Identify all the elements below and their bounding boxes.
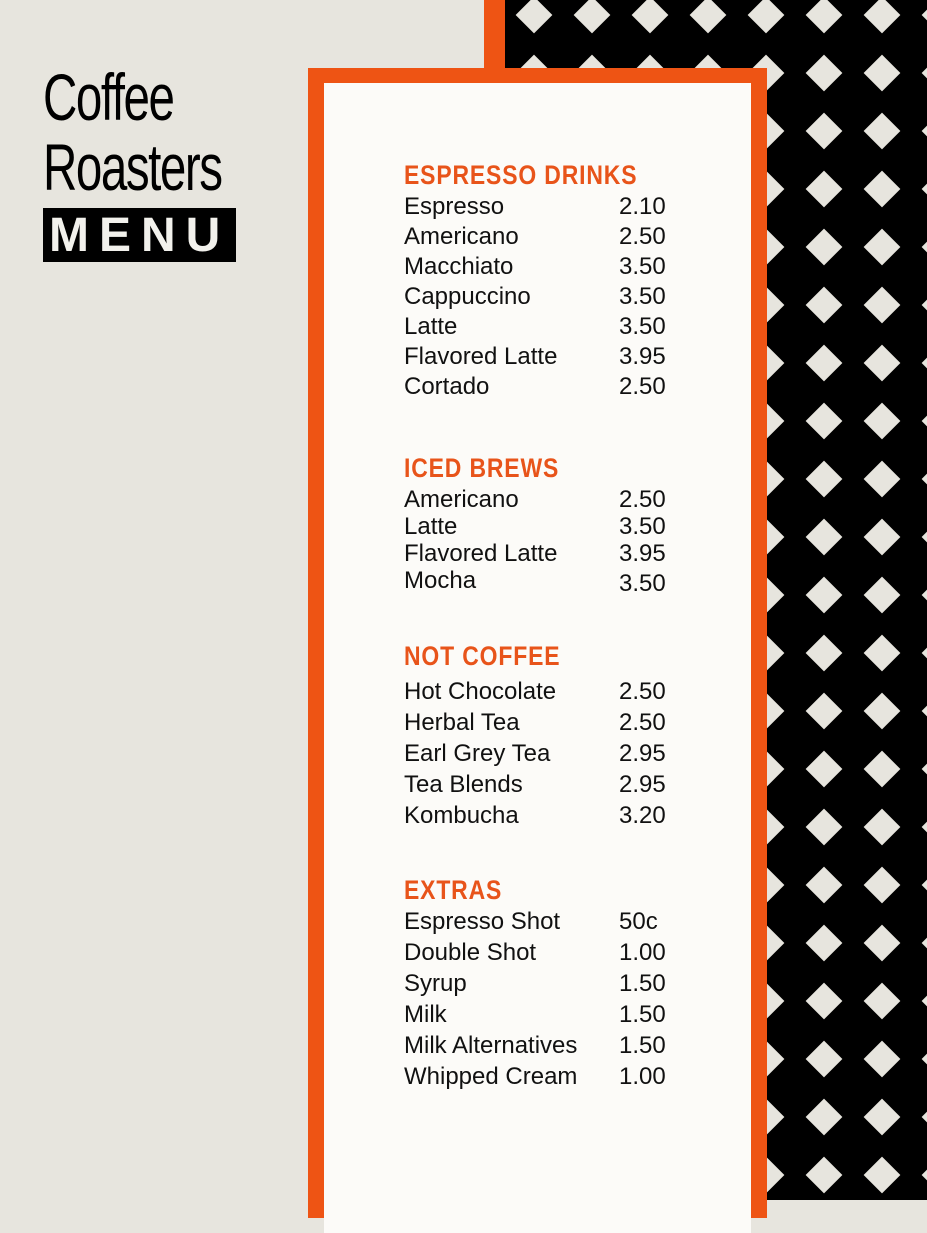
item-price: 3.95 <box>619 343 666 370</box>
menu-item <box>404 802 694 833</box>
item-name: Flavored Latte <box>404 540 558 567</box>
item-price: 2.95 <box>619 740 666 767</box>
item-name: Macchiato <box>404 253 514 280</box>
item-price: 3.50 <box>619 283 666 310</box>
item-price: 1.50 <box>619 1032 666 1059</box>
item-name: Mocha <box>404 567 477 594</box>
item-price: 3.20 <box>619 802 666 829</box>
section-extras <box>404 875 694 1094</box>
menu-item <box>404 567 694 597</box>
item-price: 1.00 <box>619 939 666 966</box>
menu-label: MENU <box>43 208 236 262</box>
menu-item <box>404 193 694 223</box>
menu-item <box>404 253 694 283</box>
item-name: Americano <box>404 223 519 250</box>
title-line-1: Coffee <box>43 60 174 134</box>
item-price: 3.50 <box>619 253 666 280</box>
menu-item <box>404 1032 694 1063</box>
item-name: Milk <box>404 1001 447 1028</box>
item-price: 2.50 <box>619 486 666 513</box>
title-line-2: Roasters <box>43 130 222 204</box>
item-price: 1.00 <box>619 1063 666 1090</box>
item-price: 2.10 <box>619 193 666 220</box>
item-name: Syrup <box>404 970 467 997</box>
item-name: Espresso Shot <box>404 908 561 935</box>
section-title: ICED BREWS <box>404 453 560 483</box>
item-name: Flavored Latte <box>404 343 558 370</box>
section-iced-brews <box>404 453 694 597</box>
item-name: Cortado <box>404 373 490 400</box>
item-name: Whipped Cream <box>404 1063 578 1090</box>
item-name: Milk Alternatives <box>404 1032 578 1059</box>
item-name: Hot Chocolate <box>404 678 557 705</box>
item-name: Double Shot <box>404 939 537 966</box>
item-price: 1.50 <box>619 1001 666 1028</box>
item-name: Kombucha <box>404 802 519 829</box>
item-price: 2.50 <box>619 223 666 250</box>
section-not-coffee <box>404 641 694 833</box>
menu-item <box>404 771 694 802</box>
item-name: Herbal Tea <box>404 709 520 736</box>
item-price: 3.50 <box>619 313 666 340</box>
menu-item <box>404 678 694 709</box>
menu-title-block <box>43 62 291 262</box>
section-espresso-drinks <box>404 160 694 403</box>
item-price: 50c <box>619 908 658 935</box>
menu-item <box>404 908 694 939</box>
menu-item <box>404 486 694 513</box>
item-price: 3.95 <box>619 540 666 567</box>
menu-item <box>404 970 694 1001</box>
item-name: Latte <box>404 313 458 340</box>
item-name: Espresso <box>404 193 505 220</box>
menu-item <box>404 939 694 970</box>
item-name: Tea Blends <box>404 771 523 798</box>
menu-item <box>404 740 694 771</box>
menu-item <box>404 513 694 540</box>
item-name: Cappuccino <box>404 283 531 310</box>
item-name: Latte <box>404 513 458 540</box>
section-title: EXTRAS <box>404 875 503 905</box>
item-price: 2.50 <box>619 373 666 400</box>
menu-item <box>404 283 694 313</box>
menu-item <box>404 313 694 343</box>
item-name: Americano <box>404 486 519 513</box>
item-name: Earl Grey Tea <box>404 740 551 767</box>
item-price: 1.50 <box>619 970 666 997</box>
item-price: 2.50 <box>619 678 666 705</box>
section-title: NOT COFFEE <box>404 641 561 671</box>
menu-item <box>404 540 694 567</box>
menu-item <box>404 373 694 403</box>
menu-item <box>404 343 694 373</box>
section-title: ESPRESSO DRINKS <box>404 160 638 190</box>
menu-item <box>404 709 694 740</box>
menu-item <box>404 1001 694 1032</box>
item-price: 2.50 <box>619 709 666 736</box>
item-price: 3.50 <box>619 570 666 597</box>
item-price: 3.50 <box>619 513 666 540</box>
item-price: 2.95 <box>619 771 666 798</box>
menu-item <box>404 223 694 253</box>
menu-item <box>404 1063 694 1094</box>
